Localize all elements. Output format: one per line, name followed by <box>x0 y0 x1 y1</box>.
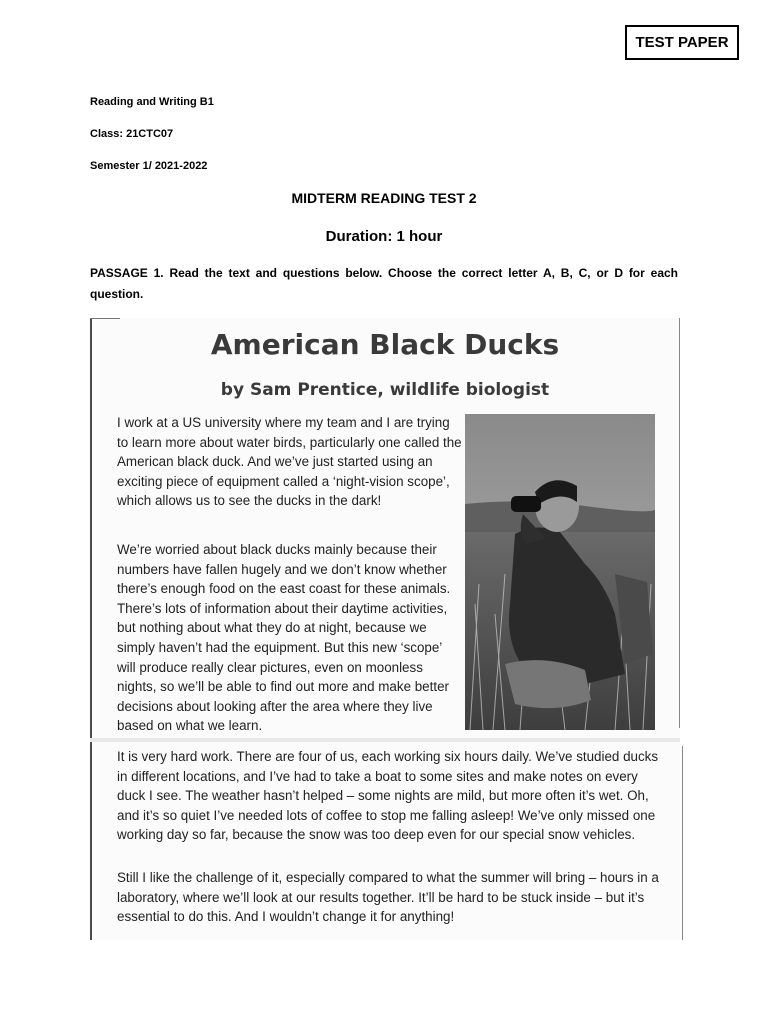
scan-left-border <box>90 318 92 940</box>
test-title: MIDTERM READING TEST 2 <box>291 190 477 206</box>
article-paragraph-3: It is very hard work. There are four of us, each working six hours daily. We’ve studied ducks in different locations, and I’ve had to take a boat to some sites and make notes on every duck I see. The weather hasn’t helped – some nights are mild, but more often it’s wet. Oh, and it’s so quiet I’ve needed lots of coffee to stop me falling asleep! We’ve only missed one working day so far, because the snow was too deep even for our special snow vehicles. <box>117 749 659 843</box>
scan-top-border <box>90 318 120 319</box>
test-paper-badge: TEST PAPER <box>625 25 739 60</box>
article-paragraph-1: I work at a US university where my team and I are trying to learn more about water birds, particularly one called the American black duck. And we’ve just started using an exciting piece of equipment called a ‘night-vision scope’, which allows us to see the ducks in the dark! <box>117 415 462 509</box>
article-paragraph-2: We’re worried about black ducks mainly because their numbers have fallen hugely and we don’t know whether there’s enough food on the east coast for these animals. There’s lots of information about their daytime activities, but nothing about what they do at night, because we simply haven’t had the equipment. But this new ‘scope’ will produce really clear pictures, even on moonless nights, so we’ll be able to find out more and make better decisions about looking after the area where they live based on what we learn. <box>117 542 451 734</box>
test-duration: Duration: 1 hour <box>325 228 443 245</box>
article-byline: by Sam Prentice, wildlife biologist <box>220 380 550 400</box>
passage-instructions: PASSAGE 1. Read the text and questions below. Choose the correct letter A, B, C, or D for each question. <box>90 266 678 301</box>
biologist-binoculars-photo <box>465 414 655 730</box>
article-scan <box>90 318 680 940</box>
article-title: American Black Ducks <box>210 328 560 361</box>
scan-page-join <box>90 738 680 742</box>
semester-line: Semester 1/ 2021-2022 <box>90 160 208 172</box>
article-paragraph-4: Still I like the challenge of it, especially compared to what the summer will bring – hours in a laboratory, where we’ll look at our results together. It’ll be hard to be stuck inside – but it’s essential to do this. And I wouldn’t change it for anything! <box>117 870 659 925</box>
course-name: Reading and Writing B1 <box>90 96 214 108</box>
scan-right-border-lower <box>682 746 683 940</box>
class-line: Class: 21CTC07 <box>90 128 174 140</box>
